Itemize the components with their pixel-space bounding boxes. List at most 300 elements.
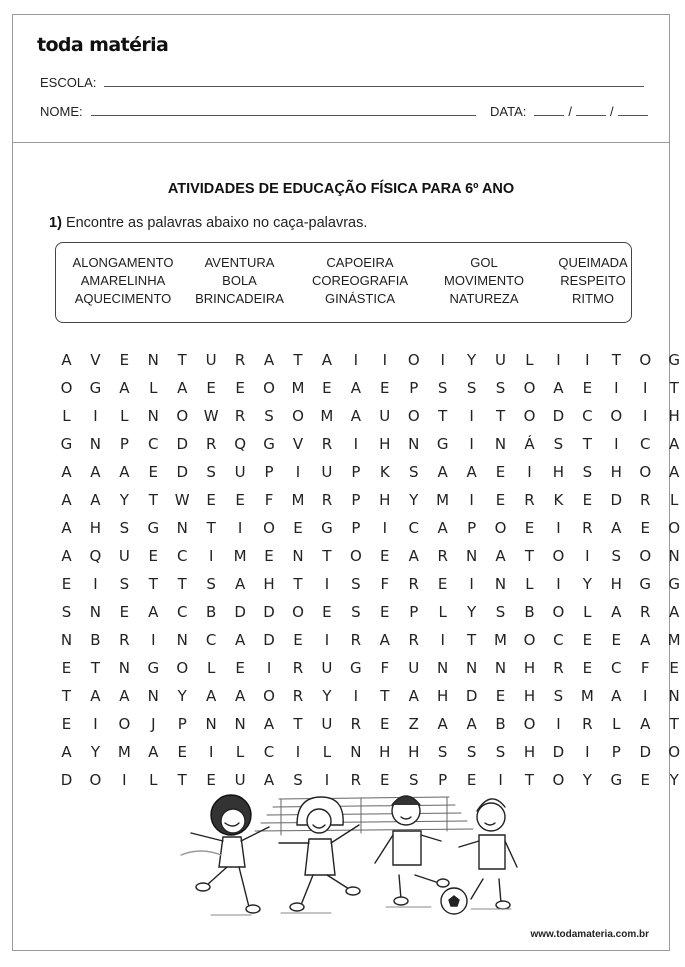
- grid-letter[interactable]: A: [119, 463, 130, 481]
- grid-letter[interactable]: Á: [524, 435, 535, 453]
- grid-letter[interactable]: G: [436, 435, 449, 453]
- grid-letter[interactable]: T: [90, 659, 100, 677]
- grid-letter[interactable]: S: [351, 575, 361, 593]
- grid-letter[interactable]: E: [148, 463, 159, 481]
- grid-letter[interactable]: I: [353, 351, 359, 369]
- grid-letter[interactable]: Y: [90, 743, 100, 761]
- grid-letter[interactable]: D: [263, 603, 275, 621]
- grid-letter[interactable]: T: [148, 491, 158, 509]
- grid-letter[interactable]: D: [60, 771, 73, 789]
- grid-letter[interactable]: I: [237, 519, 243, 537]
- grid-letter[interactable]: E: [495, 491, 506, 509]
- grid-letter[interactable]: H: [437, 687, 449, 705]
- grid-letter[interactable]: R: [321, 435, 333, 453]
- grid-letter[interactable]: S: [293, 771, 303, 789]
- grid-letter[interactable]: T: [380, 687, 390, 705]
- grid-letter[interactable]: S: [408, 771, 419, 789]
- grid-letter[interactable]: E: [148, 547, 159, 565]
- grid-letter[interactable]: N: [292, 547, 304, 565]
- date-year-line[interactable]: [618, 114, 648, 116]
- grid-letter[interactable]: P: [438, 771, 448, 789]
- grid-letter[interactable]: I: [585, 743, 590, 761]
- grid-letter[interactable]: I: [324, 575, 330, 593]
- grid-letter[interactable]: A: [466, 463, 477, 481]
- grid-letter[interactable]: O: [263, 379, 275, 397]
- grid-letter[interactable]: I: [498, 771, 503, 789]
- grid-letter[interactable]: N: [118, 659, 130, 677]
- grid-letter[interactable]: E: [235, 379, 245, 397]
- grid-letter[interactable]: S: [466, 379, 477, 397]
- grid-letter[interactable]: D: [465, 687, 478, 705]
- grid-letter[interactable]: L: [62, 407, 71, 425]
- grid-letter[interactable]: H: [610, 463, 622, 481]
- grid-letter[interactable]: K: [379, 463, 390, 481]
- grid-letter[interactable]: O: [523, 379, 536, 397]
- grid-letter[interactable]: H: [523, 659, 536, 677]
- grid-letter[interactable]: N: [176, 519, 188, 537]
- grid-letter[interactable]: N: [89, 435, 102, 453]
- grid-letter[interactable]: H: [89, 519, 102, 537]
- grid-letter[interactable]: I: [295, 463, 301, 481]
- grid-letter[interactable]: D: [639, 743, 651, 761]
- grid-letter[interactable]: O: [668, 519, 681, 537]
- grid-letter[interactable]: N: [234, 715, 246, 733]
- grid-letter[interactable]: S: [495, 379, 506, 397]
- grid-letter[interactable]: I: [527, 463, 532, 481]
- grid-letter[interactable]: E: [524, 519, 535, 537]
- grid-letter[interactable]: E: [264, 547, 274, 565]
- grid-letter[interactable]: A: [553, 379, 564, 397]
- grid-letter[interactable]: S: [437, 379, 448, 397]
- grid-letter[interactable]: C: [263, 743, 275, 761]
- grid-letter[interactable]: R: [292, 659, 304, 677]
- grid-letter[interactable]: H: [668, 407, 680, 425]
- grid-letter[interactable]: H: [552, 463, 565, 481]
- grid-letter[interactable]: A: [263, 351, 275, 369]
- grid-letter[interactable]: I: [469, 491, 474, 509]
- grid-letter[interactable]: N: [465, 659, 478, 677]
- grid-letter[interactable]: E: [61, 659, 72, 677]
- grid-letter[interactable]: H: [263, 575, 275, 593]
- grid-letter[interactable]: E: [206, 771, 216, 789]
- grid-letter[interactable]: O: [118, 715, 131, 733]
- grid-letter[interactable]: T: [206, 519, 216, 537]
- grid-letter[interactable]: E: [61, 715, 72, 733]
- grid-letter[interactable]: H: [610, 575, 622, 593]
- grid-letter[interactable]: T: [293, 351, 303, 369]
- grid-letter[interactable]: Y: [669, 771, 679, 789]
- grid-letter[interactable]: A: [90, 491, 101, 509]
- grid-letter[interactable]: U: [321, 463, 333, 481]
- grid-letter[interactable]: O: [639, 351, 652, 369]
- grid-letter[interactable]: P: [264, 463, 274, 481]
- grid-letter[interactable]: P: [351, 519, 361, 537]
- grid-letter[interactable]: O: [407, 351, 420, 369]
- grid-letter[interactable]: A: [206, 687, 217, 705]
- grid-letter[interactable]: I: [643, 379, 648, 397]
- grid-letter[interactable]: R: [205, 435, 217, 453]
- grid-letter[interactable]: T: [611, 351, 621, 369]
- grid-letter[interactable]: A: [379, 631, 390, 649]
- grid-letter[interactable]: S: [553, 435, 564, 453]
- grid-letter[interactable]: E: [582, 659, 593, 677]
- grid-letter[interactable]: M: [580, 687, 594, 705]
- grid-letter[interactable]: N: [205, 715, 217, 733]
- grid-letter[interactable]: L: [120, 407, 129, 425]
- grid-letter[interactable]: H: [523, 743, 536, 761]
- grid-letter[interactable]: A: [61, 519, 72, 537]
- grid-letter[interactable]: E: [437, 575, 448, 593]
- grid-letter[interactable]: A: [669, 435, 680, 453]
- grid-letter[interactable]: A: [263, 715, 275, 733]
- grid-letter[interactable]: I: [324, 771, 330, 789]
- grid-letter[interactable]: T: [524, 771, 535, 789]
- grid-letter[interactable]: Y: [322, 687, 332, 705]
- grid-letter[interactable]: O: [523, 407, 536, 425]
- grid-letter[interactable]: O: [263, 687, 275, 705]
- grid-letter[interactable]: I: [556, 351, 561, 369]
- grid-letter[interactable]: C: [148, 435, 159, 453]
- grid-letter[interactable]: N: [668, 547, 680, 565]
- grid-letter[interactable]: E: [235, 659, 245, 677]
- grid-letter[interactable]: I: [556, 715, 561, 733]
- website-url[interactable]: www.todamateria.com.br: [530, 929, 649, 940]
- grid-letter[interactable]: T: [61, 687, 72, 705]
- grid-letter[interactable]: E: [640, 519, 650, 537]
- grid-letter[interactable]: E: [380, 547, 390, 565]
- grid-letter[interactable]: G: [668, 351, 680, 369]
- grid-letter[interactable]: A: [119, 687, 130, 705]
- grid-letter[interactable]: G: [147, 659, 160, 677]
- grid-letter[interactable]: I: [151, 631, 156, 649]
- grid-letter[interactable]: Y: [467, 603, 477, 621]
- grid-letter[interactable]: E: [640, 771, 650, 789]
- grid-letter[interactable]: T: [438, 407, 448, 425]
- grid-letter[interactable]: R: [408, 631, 419, 649]
- grid-letter[interactable]: C: [176, 547, 188, 565]
- grid-letter[interactable]: G: [668, 575, 680, 593]
- grid-letter[interactable]: Y: [582, 771, 592, 789]
- grid-letter[interactable]: A: [669, 463, 680, 481]
- grid-letter[interactable]: A: [61, 547, 72, 565]
- grid-letter[interactable]: M: [320, 407, 334, 425]
- grid-letter[interactable]: M: [291, 379, 305, 397]
- grid-letter[interactable]: L: [669, 491, 679, 509]
- grid-letter[interactable]: O: [668, 743, 681, 761]
- grid-letter[interactable]: D: [610, 491, 623, 509]
- grid-letter[interactable]: U: [234, 463, 246, 481]
- grid-letter[interactable]: R: [582, 519, 593, 537]
- grid-letter[interactable]: N: [89, 603, 102, 621]
- grid-letter[interactable]: I: [122, 771, 127, 789]
- grid-letter[interactable]: A: [61, 743, 72, 761]
- grid-letter[interactable]: E: [293, 519, 303, 537]
- grid-letter[interactable]: C: [408, 519, 419, 537]
- grid-letter[interactable]: L: [206, 659, 216, 677]
- grid-letter[interactable]: R: [640, 603, 651, 621]
- grid-letter[interactable]: A: [437, 463, 448, 481]
- grid-letter[interactable]: B: [90, 631, 101, 649]
- grid-letter[interactable]: P: [409, 379, 419, 397]
- grid-letter[interactable]: S: [495, 743, 506, 761]
- grid-letter[interactable]: S: [408, 463, 419, 481]
- grid-letter[interactable]: R: [524, 491, 535, 509]
- grid-letter[interactable]: Y: [467, 351, 477, 369]
- grid-letter[interactable]: C: [205, 631, 217, 649]
- grid-letter[interactable]: N: [494, 575, 507, 593]
- grid-letter[interactable]: T: [293, 715, 303, 733]
- grid-letter[interactable]: E: [582, 379, 593, 397]
- grid-letter[interactable]: D: [234, 603, 246, 621]
- grid-letter[interactable]: U: [408, 659, 420, 677]
- grid-letter[interactable]: H: [408, 743, 420, 761]
- grid-letter[interactable]: A: [350, 379, 361, 397]
- grid-letter[interactable]: D: [176, 435, 188, 453]
- grid-letter[interactable]: E: [206, 491, 216, 509]
- grid-letter[interactable]: T: [669, 379, 679, 397]
- grid-letter[interactable]: I: [614, 379, 619, 397]
- grid-letter[interactable]: S: [119, 575, 130, 593]
- grid-letter[interactable]: E: [61, 575, 72, 593]
- grid-letter[interactable]: O: [176, 407, 189, 425]
- grid-letter[interactable]: M: [494, 631, 507, 649]
- grid-letter[interactable]: N: [147, 407, 159, 425]
- grid-letter[interactable]: O: [639, 463, 652, 481]
- grid-letter[interactable]: R: [234, 351, 246, 369]
- grid-letter[interactable]: O: [639, 547, 652, 565]
- grid-letter[interactable]: I: [585, 351, 590, 369]
- grid-letter[interactable]: O: [523, 715, 536, 733]
- grid-letter[interactable]: A: [234, 687, 246, 705]
- grid-letter[interactable]: G: [147, 519, 160, 537]
- grid-letter[interactable]: U: [495, 351, 507, 369]
- grid-letter[interactable]: A: [495, 547, 506, 565]
- grid-letter[interactable]: E: [380, 771, 390, 789]
- grid-letter[interactable]: R: [321, 491, 333, 509]
- grid-letter[interactable]: M: [291, 491, 305, 509]
- grid-letter[interactable]: T: [322, 547, 332, 565]
- grid-letter[interactable]: A: [61, 351, 72, 369]
- grid-letter[interactable]: U: [379, 407, 391, 425]
- grid-letter[interactable]: W: [203, 407, 219, 425]
- grid-letter[interactable]: I: [440, 631, 445, 649]
- grid-letter[interactable]: E: [466, 771, 477, 789]
- grid-letter[interactable]: L: [149, 771, 158, 789]
- grid-letter[interactable]: E: [495, 687, 506, 705]
- grid-letter[interactable]: V: [90, 351, 101, 369]
- grid-letter[interactable]: H: [379, 743, 391, 761]
- grid-letter[interactable]: A: [234, 575, 246, 593]
- name-input-line[interactable]: [91, 114, 476, 116]
- grid-letter[interactable]: O: [523, 631, 536, 649]
- grid-letter[interactable]: N: [494, 659, 507, 677]
- grid-letter[interactable]: L: [149, 379, 158, 397]
- grid-letter[interactable]: S: [553, 687, 564, 705]
- grid-letter[interactable]: Y: [409, 491, 419, 509]
- grid-letter[interactable]: F: [264, 491, 274, 509]
- grid-letter[interactable]: Q: [89, 547, 102, 565]
- grid-letter[interactable]: R: [350, 771, 362, 789]
- grid-letter[interactable]: A: [61, 463, 72, 481]
- grid-letter[interactable]: T: [582, 435, 592, 453]
- grid-letter[interactable]: E: [380, 715, 390, 733]
- grid-letter[interactable]: V: [292, 435, 304, 453]
- grid-letter[interactable]: P: [351, 463, 361, 481]
- grid-letter[interactable]: A: [61, 491, 72, 509]
- grid-letter[interactable]: L: [322, 743, 332, 761]
- grid-letter[interactable]: S: [206, 463, 216, 481]
- grid-letter[interactable]: Y: [582, 575, 592, 593]
- grid-letter[interactable]: I: [556, 519, 561, 537]
- grid-letter[interactable]: T: [293, 575, 303, 593]
- grid-letter[interactable]: M: [233, 547, 247, 565]
- grid-letter[interactable]: S: [264, 407, 274, 425]
- grid-letter[interactable]: S: [437, 743, 448, 761]
- grid-letter[interactable]: N: [147, 687, 159, 705]
- grid-letter[interactable]: R: [408, 575, 419, 593]
- grid-letter[interactable]: H: [523, 687, 536, 705]
- grid-letter[interactable]: O: [552, 771, 565, 789]
- grid-letter[interactable]: A: [466, 715, 477, 733]
- grid-letter[interactable]: A: [263, 771, 275, 789]
- grid-letter[interactable]: R: [437, 547, 448, 565]
- grid-letter[interactable]: I: [469, 575, 474, 593]
- grid-letter[interactable]: A: [437, 519, 448, 537]
- grid-letter[interactable]: L: [235, 743, 245, 761]
- grid-letter[interactable]: I: [266, 659, 272, 677]
- grid-letter[interactable]: L: [583, 603, 592, 621]
- grid-letter[interactable]: R: [350, 715, 362, 733]
- grid-letter[interactable]: U: [118, 547, 130, 565]
- grid-letter[interactable]: R: [119, 631, 130, 649]
- grid-letter[interactable]: D: [176, 463, 188, 481]
- grid-letter[interactable]: N: [147, 351, 159, 369]
- grid-letter[interactable]: A: [611, 603, 622, 621]
- grid-letter[interactable]: O: [494, 519, 507, 537]
- grid-letter[interactable]: N: [437, 659, 449, 677]
- grid-letter[interactable]: T: [669, 715, 679, 733]
- grid-letter[interactable]: G: [639, 575, 652, 593]
- grid-letter[interactable]: O: [552, 603, 565, 621]
- grid-letter[interactable]: C: [582, 407, 593, 425]
- grid-letter[interactable]: S: [466, 743, 477, 761]
- grid-letter[interactable]: T: [177, 771, 187, 789]
- grid-letter[interactable]: A: [350, 407, 361, 425]
- grid-letter[interactable]: R: [553, 659, 564, 677]
- grid-letter[interactable]: D: [263, 631, 275, 649]
- grid-letter[interactable]: P: [177, 715, 187, 733]
- grid-letter[interactable]: C: [639, 435, 651, 453]
- grid-letter[interactable]: E: [582, 631, 593, 649]
- grid-letter[interactable]: O: [263, 519, 275, 537]
- grid-letter[interactable]: F: [640, 659, 650, 677]
- grid-letter[interactable]: E: [669, 659, 679, 677]
- grid-letter[interactable]: U: [234, 771, 246, 789]
- date-day-line[interactable]: [534, 114, 564, 116]
- grid-letter[interactable]: E: [235, 491, 245, 509]
- grid-letter[interactable]: A: [148, 743, 159, 761]
- grid-letter[interactable]: N: [465, 547, 478, 565]
- grid-letter[interactable]: N: [60, 631, 73, 649]
- grid-letter[interactable]: N: [350, 743, 362, 761]
- grid-letter[interactable]: R: [350, 631, 362, 649]
- grid-letter[interactable]: G: [263, 435, 275, 453]
- grid-letter[interactable]: S: [61, 603, 72, 621]
- grid-letter[interactable]: I: [614, 435, 619, 453]
- grid-letter[interactable]: B: [524, 603, 535, 621]
- grid-letter[interactable]: A: [669, 603, 680, 621]
- grid-letter[interactable]: E: [322, 379, 332, 397]
- grid-letter[interactable]: A: [611, 519, 622, 537]
- grid-letter[interactable]: T: [177, 351, 187, 369]
- grid-letter[interactable]: O: [89, 771, 102, 789]
- grid-letter[interactable]: I: [93, 407, 98, 425]
- date-month-line[interactable]: [576, 114, 606, 116]
- grid-letter[interactable]: I: [382, 351, 387, 369]
- grid-letter[interactable]: C: [553, 631, 564, 649]
- grid-letter[interactable]: B: [206, 603, 217, 621]
- grid-letter[interactable]: W: [174, 491, 190, 509]
- grid-letter[interactable]: U: [321, 715, 333, 733]
- grid-letter[interactable]: E: [119, 603, 130, 621]
- grid-letter[interactable]: P: [409, 603, 419, 621]
- grid-letter[interactable]: L: [525, 351, 534, 369]
- grid-letter[interactable]: E: [495, 463, 506, 481]
- grid-letter[interactable]: T: [524, 547, 535, 565]
- grid-letter[interactable]: D: [552, 407, 565, 425]
- grid-letter[interactable]: A: [148, 603, 159, 621]
- grid-letter[interactable]: A: [321, 351, 333, 369]
- grid-letter[interactable]: S: [611, 547, 622, 565]
- grid-letter[interactable]: B: [495, 715, 506, 733]
- grid-letter[interactable]: M: [667, 631, 681, 649]
- grid-letter[interactable]: E: [582, 491, 593, 509]
- grid-letter[interactable]: Z: [408, 715, 419, 733]
- grid-letter[interactable]: Y: [119, 491, 129, 509]
- grid-letter[interactable]: E: [611, 631, 622, 649]
- grid-letter[interactable]: S: [206, 575, 216, 593]
- grid-letter[interactable]: I: [324, 631, 330, 649]
- grid-letter[interactable]: I: [556, 575, 561, 593]
- grid-letter[interactable]: T: [148, 575, 158, 593]
- grid-letter[interactable]: I: [382, 519, 387, 537]
- grid-letter[interactable]: S: [351, 603, 361, 621]
- grid-letter[interactable]: I: [643, 687, 648, 705]
- grid-letter[interactable]: D: [552, 743, 565, 761]
- grid-letter[interactable]: T: [177, 575, 187, 593]
- grid-letter[interactable]: G: [350, 659, 362, 677]
- grid-letter[interactable]: M: [117, 743, 131, 761]
- grid-letter[interactable]: A: [234, 631, 246, 649]
- grid-letter[interactable]: A: [177, 379, 188, 397]
- grid-letter[interactable]: I: [585, 547, 590, 565]
- grid-letter[interactable]: E: [380, 603, 390, 621]
- grid-letter[interactable]: T: [495, 407, 506, 425]
- grid-letter[interactable]: I: [93, 715, 98, 733]
- grid-letter[interactable]: P: [467, 519, 477, 537]
- grid-letter[interactable]: A: [611, 687, 622, 705]
- grid-letter[interactable]: L: [612, 715, 621, 733]
- grid-letter[interactable]: C: [176, 603, 188, 621]
- grid-letter[interactable]: U: [321, 659, 333, 677]
- grid-letter[interactable]: O: [60, 379, 73, 397]
- grid-letter[interactable]: L: [438, 603, 447, 621]
- grid-letter[interactable]: I: [208, 547, 214, 565]
- grid-letter[interactable]: S: [495, 603, 506, 621]
- grid-letter[interactable]: A: [119, 379, 130, 397]
- grid-letter[interactable]: R: [234, 407, 246, 425]
- grid-letter[interactable]: O: [407, 407, 420, 425]
